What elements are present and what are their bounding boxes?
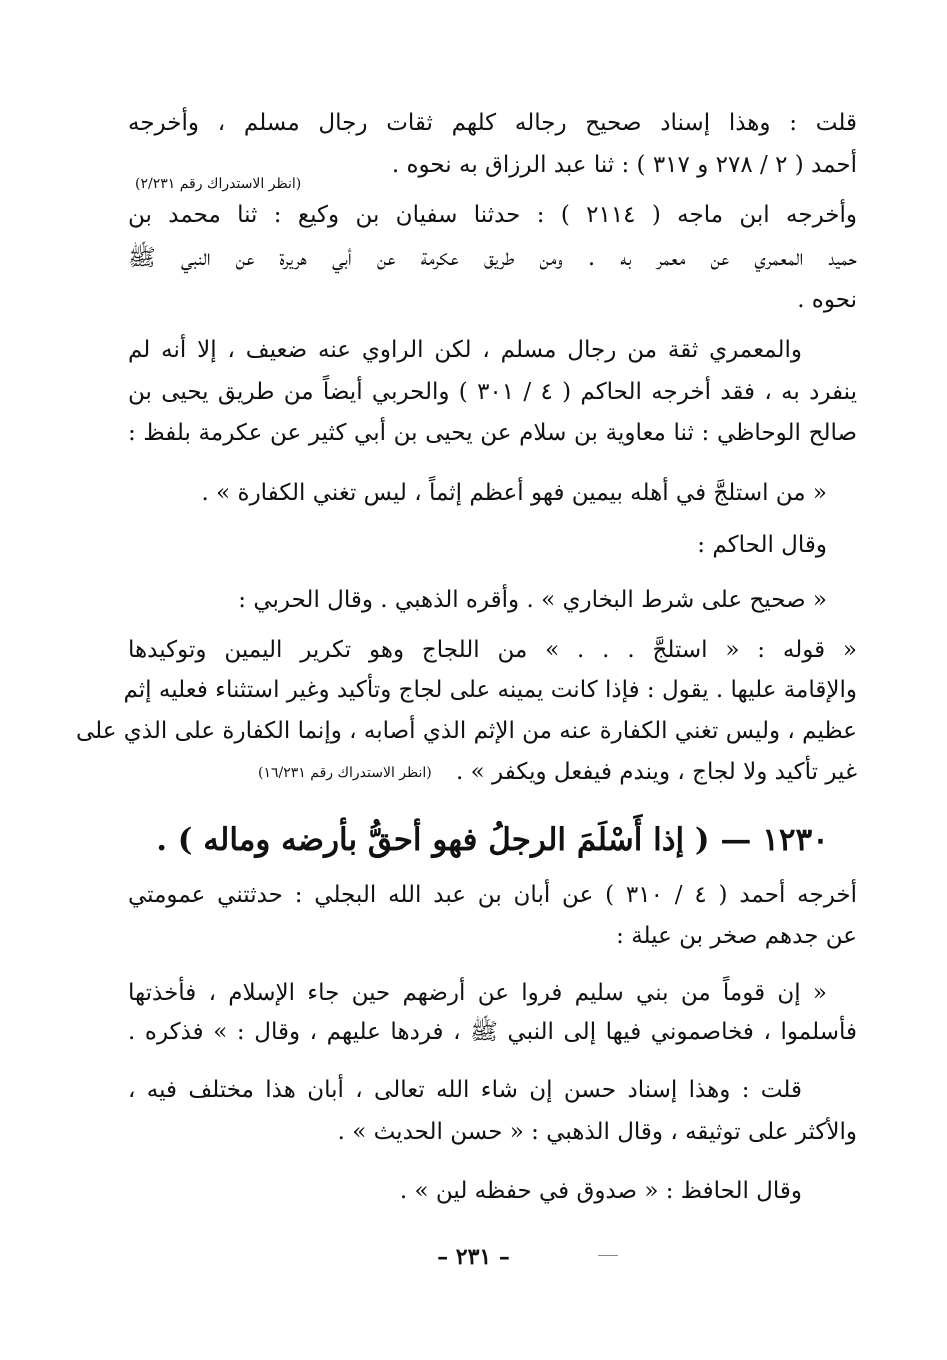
- margin-note: (انظر الاستدراك رقم ١٦/٢٣١): [258, 765, 432, 781]
- quote-line: « من استلجَّ في أهله بيمين فهو أعظم إثماً ، ليس تغني الكفارة » .: [201, 480, 827, 506]
- text-line: قلت : وهذا إسناد حسن إن شاء الله تعالى ، أبان هذا مختلف فيه ،: [128, 1077, 802, 1103]
- text-line: أحمد ( ٢ / ٢٧٨ و ٣١٧ ) : ثنا عبد الرزاق به نحوه .: [391, 152, 857, 178]
- text-line: أخرجه أحمد ( ٤ / ٣١٠ ) عن أبان بن عبد الله البجلي : حدثتني عمومتي: [128, 882, 857, 908]
- text-line: « قوله : « استلجَّ . . . » من اللجاج وهو تكرير اليمين وتوكيدها: [128, 637, 857, 663]
- quote-line: « إن قوماً من بني سليم فروا عن أرضهم حين جاء الإسلام ، فأخذتها: [128, 980, 827, 1006]
- text-line: ينفرد به ، فقد أخرجه الحاكم ( ٤ / ٣٠١ ) والحربي أيضاً من طريق يحيى بن: [128, 379, 858, 405]
- quote-line: فأسلموا ، فخاصموني فيها إلى النبي ﷺ ، فردها عليهم ، وقال : » فذكره .: [128, 1019, 857, 1045]
- text-line: والمعمري ثقة من رجال مسلم ، لكن الراوي عنه ضعيف ، إلا أنه لم: [128, 337, 802, 363]
- page-number: – ٢٣١ –: [437, 1244, 510, 1270]
- text-line: صالح الوحاظي : ثنا معاوية بن سلام عن يحيى بن أبي كثير عن عكرمة بلفظ :: [128, 420, 857, 446]
- margin-note: (انظر الاستدراك رقم ٢/٢٣١): [135, 176, 302, 192]
- text-line: عن جدهم صخر بن عيلة :: [616, 923, 857, 949]
- text-line: والإقامة عليها . يقول : فإذا كانت يمينه على لجاج وتأكيد وغير استثناء فعليه إثم: [123, 677, 857, 703]
- divider: [598, 1255, 618, 1256]
- hadith-heading: ١٢٣٠ — ( إذا أَسْلَمَ الرجلُ فهو أحقُّ بأرضه وماله ) .: [156, 822, 829, 858]
- text-line: غير تأكيد ولا لجاج ، ويندم فيفعل ويكفر » .: [456, 759, 857, 785]
- text-line: وأخرجه ابن ماجه ( ٢١١٤ ) : حدثنا سفيان بن وكيع : ثنا محمد بن: [128, 202, 857, 228]
- text-line: وقال الحاكم :: [697, 532, 827, 558]
- text-line: والأكثر على توثيقه ، وقال الذهبي : « حسن الحديث » .: [337, 1119, 857, 1145]
- text-line: وقال الحافظ : « صدوق في حفظه لين » .: [399, 1178, 802, 1204]
- text-line: قلت : وهذا إسناد صحيح رجاله كلهم ثقات رجال مسلم ، وأخرجه: [128, 110, 857, 136]
- quote-line: « صحيح على شرط البخاري » . وأقره الذهبي . وقال الحربي :: [238, 587, 827, 613]
- text-line: نحوه .: [797, 287, 857, 313]
- text-line: عظيم ، وليس تغني الكفارة عنه من الإثم الذي أصابه ، وإنما الكفارة على الذي على: [75, 718, 857, 744]
- text-line: حميد المعمري عن معمر به . ومن طريق عكرمة عن أبي هريرة عن النبي ﷺ: [128, 245, 857, 271]
